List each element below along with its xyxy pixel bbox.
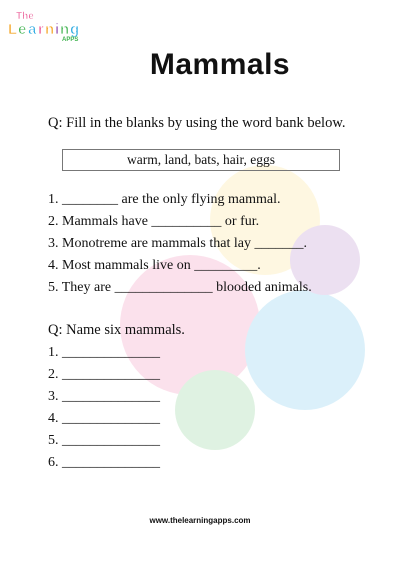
svg-text:The: The (16, 11, 34, 22)
name-item-2: 2. ______________ (48, 367, 160, 382)
svg-text:a: a (28, 21, 37, 38)
name-item-1: 1. ______________ (48, 345, 160, 360)
page-title: Mammals (149, 48, 291, 81)
svg-text:L: L (8, 21, 18, 38)
question-fill-blanks: Q: Fill in the blanks by using the word bank below. (48, 115, 346, 131)
svg-text:r: r (38, 21, 44, 38)
svg-text:g: g (70, 21, 80, 38)
fill-item-1: 1. ________ are the only flying mammal. (48, 192, 281, 207)
footer-url: www.thelearningapps.com (149, 516, 251, 525)
fill-item-3: 3. Monotreme are mammals that lay _______. (48, 236, 307, 251)
question-name-mammals: Q: Name six mammals. (48, 322, 185, 338)
name-item-4: 4. ______________ (48, 411, 160, 426)
name-item-6: 6. ______________ (48, 455, 160, 470)
svg-text:n: n (60, 21, 70, 38)
svg-text:APPS: APPS (62, 37, 79, 42)
svg-text:e: e (18, 21, 27, 38)
fill-item-4: 4. Most mammals live on _________. (48, 258, 261, 273)
fill-item-2: 2. Mammals have __________ or fur. (48, 214, 260, 229)
name-item-3: 3. ______________ (48, 389, 160, 404)
name-item-5: 5. ______________ (48, 433, 160, 448)
word-bank: warm, land, bats, hair, eggs (62, 149, 340, 171)
learning-apps-logo (6, 8, 94, 42)
fill-item-5: 5. They are ______________ blooded animals. (48, 280, 312, 295)
svg-text:i: i (55, 21, 60, 38)
svg-text:n: n (45, 21, 55, 38)
